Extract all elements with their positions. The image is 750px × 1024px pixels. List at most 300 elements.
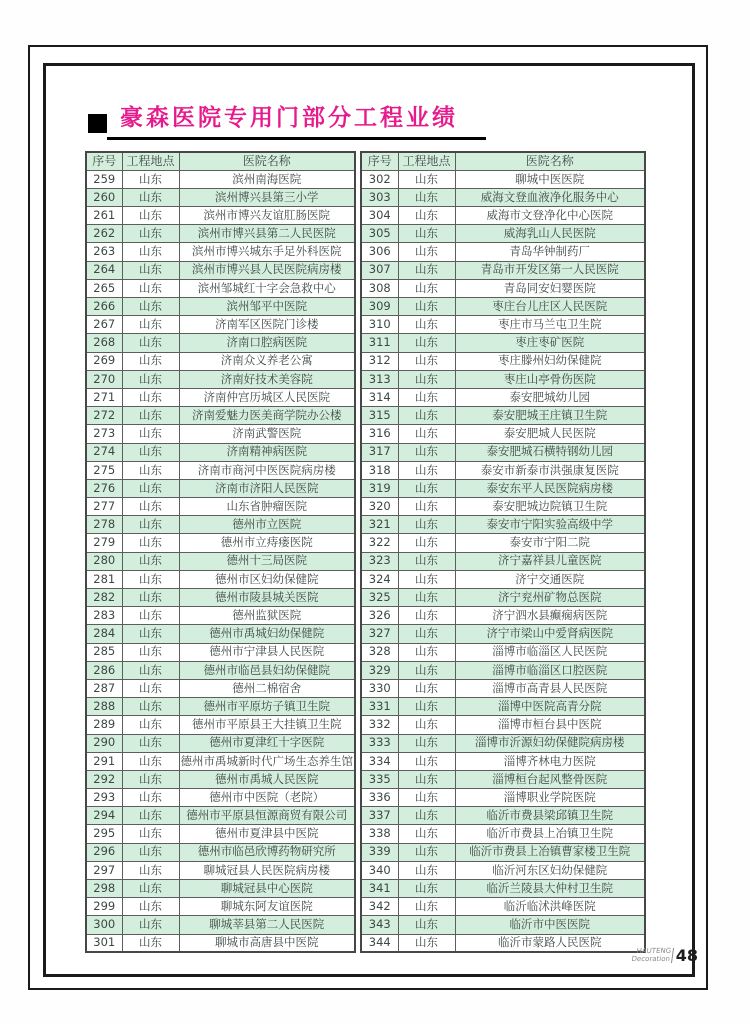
hospital-name-cell: 淄博桓台起风整骨医院: [455, 770, 645, 788]
location-cell: 山东: [398, 607, 455, 625]
serial-cell: 268: [86, 334, 122, 352]
location-cell: 山东: [122, 498, 179, 516]
location-cell: 山东: [398, 643, 455, 661]
hospital-name-cell: 济南仲宫历城区人民医院: [179, 388, 355, 406]
serial-cell: 264: [86, 261, 122, 279]
serial-cell: 302: [361, 170, 398, 188]
table-row: [361, 516, 645, 534]
location-cell: 山东: [122, 334, 179, 352]
serial-cell: 309: [361, 298, 398, 316]
location-cell: 山东: [398, 425, 455, 443]
location-cell: 山东: [398, 770, 455, 788]
hospital-name-cell: 临沂河东区妇幼保健院: [455, 861, 645, 879]
table-row: [361, 443, 645, 461]
location-cell: 山东: [398, 570, 455, 588]
column-header-no: 序号: [361, 152, 398, 170]
serial-cell: 330: [361, 679, 398, 697]
column-header-hospital: 医院名称: [455, 152, 645, 170]
hospital-name-cell: 德州市临邑县妇幼保健院: [179, 661, 355, 679]
location-cell: 山东: [122, 825, 179, 843]
table-row: [86, 352, 355, 370]
table-row: [86, 334, 355, 352]
column-header-no: 序号: [86, 152, 122, 170]
projects-table-left: [85, 151, 356, 953]
serial-cell: 288: [86, 698, 122, 716]
location-cell: 山东: [122, 861, 179, 879]
hospital-name-cell: 威海乳山人民医院: [455, 225, 645, 243]
location-cell: 山东: [122, 388, 179, 406]
location-cell: 山东: [122, 734, 179, 752]
table-row: [86, 207, 355, 225]
serial-cell: 263: [86, 243, 122, 261]
serial-cell: 314: [361, 388, 398, 406]
hospital-name-cell: 德州市立医院: [179, 516, 355, 534]
location-cell: 山东: [122, 425, 179, 443]
table-row: [361, 589, 645, 607]
serial-cell: 318: [361, 461, 398, 479]
serial-cell: 317: [361, 443, 398, 461]
brand-mark: [631, 948, 675, 963]
table-row: [361, 789, 645, 807]
table-row: [361, 607, 645, 625]
table-row: [361, 679, 645, 697]
hospital-name-cell: 淄博市高青县人民医院: [455, 679, 645, 697]
table-row: [86, 407, 355, 425]
location-cell: 山东: [398, 934, 455, 952]
hospital-name-cell: 德州市禹城妇幼保健院: [179, 625, 355, 643]
hospital-name-cell: 德州市平原县恒源商贸有限公司: [179, 807, 355, 825]
section-title-block: [88, 99, 486, 140]
brand-line2: Decoration: [631, 954, 671, 963]
serial-cell: 325: [361, 589, 398, 607]
table-row: [86, 261, 355, 279]
serial-cell: 265: [86, 279, 122, 297]
serial-cell: 293: [86, 789, 122, 807]
hospital-name-cell: 临沂市蒙路人民医院: [455, 934, 645, 952]
location-cell: 山东: [122, 407, 179, 425]
hospital-name-cell: 临沂市费县梁邱镇卫生院: [455, 807, 645, 825]
hospital-name-cell: 德州市临邑欣博药物研究所: [179, 843, 355, 861]
location-cell: 山东: [122, 443, 179, 461]
table-row: [86, 443, 355, 461]
serial-cell: 279: [86, 534, 122, 552]
serial-cell: 326: [361, 607, 398, 625]
location-cell: 山东: [398, 843, 455, 861]
hospital-name-cell: 滨州博兴县第三小学: [179, 188, 355, 206]
table-row: [86, 716, 355, 734]
location-cell: 山东: [122, 752, 179, 770]
table-row: [361, 225, 645, 243]
location-cell: 山东: [398, 261, 455, 279]
location-cell: 山东: [398, 661, 455, 679]
table-row: [86, 843, 355, 861]
location-cell: 山东: [398, 752, 455, 770]
serial-cell: 285: [86, 643, 122, 661]
location-cell: 山东: [122, 207, 179, 225]
serial-cell: 266: [86, 298, 122, 316]
hospital-name-cell: 滨州邹城红十字会急救中心: [179, 279, 355, 297]
table-row: [361, 934, 645, 952]
serial-cell: 305: [361, 225, 398, 243]
table-row: [361, 916, 645, 934]
hospital-name-cell: 德州市平原县王大挂镇卫生院: [179, 716, 355, 734]
table-row: [86, 498, 355, 516]
table-row: [361, 279, 645, 297]
table-row: [86, 570, 355, 588]
serial-cell: 336: [361, 789, 398, 807]
serial-cell: 259: [86, 170, 122, 188]
hospital-name-cell: 济宁嘉祥县儿童医院: [455, 552, 645, 570]
serial-cell: 324: [361, 570, 398, 588]
location-cell: 山东: [122, 898, 179, 916]
serial-cell: 300: [86, 916, 122, 934]
location-cell: 山东: [398, 188, 455, 206]
table-row: [361, 661, 645, 679]
table-row: [86, 479, 355, 497]
hospital-name-cell: 济南武警医院: [179, 425, 355, 443]
location-cell: 山东: [398, 916, 455, 934]
table-row: [361, 861, 645, 879]
serial-cell: 320: [361, 498, 398, 516]
hospital-name-cell: 泰安肥城边院镇卫生院: [455, 498, 645, 516]
location-cell: 山东: [398, 625, 455, 643]
serial-cell: 286: [86, 661, 122, 679]
table-row: [361, 534, 645, 552]
location-cell: 山东: [398, 789, 455, 807]
location-cell: 山东: [122, 552, 179, 570]
hospital-name-cell: 青岛华钟制药厂: [455, 243, 645, 261]
location-cell: 山东: [122, 316, 179, 334]
location-cell: 山东: [122, 916, 179, 934]
location-cell: 山东: [398, 479, 455, 497]
serial-cell: 291: [86, 752, 122, 770]
page-title: 豪森医院专用门部分工程业绩: [107, 99, 486, 140]
table-row: [361, 825, 645, 843]
serial-cell: 342: [361, 898, 398, 916]
location-cell: 山东: [398, 207, 455, 225]
serial-cell: 272: [86, 407, 122, 425]
location-cell: 山东: [398, 279, 455, 297]
serial-cell: 307: [361, 261, 398, 279]
location-cell: 山东: [122, 534, 179, 552]
hospital-name-cell: 德州市禹城人民医院: [179, 770, 355, 788]
location-cell: 山东: [122, 570, 179, 588]
table-row: [86, 789, 355, 807]
serial-cell: 321: [361, 516, 398, 534]
hospital-name-cell: 德州监狱医院: [179, 607, 355, 625]
hospital-name-cell: 泰安市宁阳二院: [455, 534, 645, 552]
serial-cell: 312: [361, 352, 398, 370]
table-row: [86, 807, 355, 825]
serial-cell: 295: [86, 825, 122, 843]
serial-cell: 319: [361, 479, 398, 497]
table-row: [86, 607, 355, 625]
page-footer: [631, 945, 698, 965]
table-row: [361, 370, 645, 388]
hospital-name-cell: 临沂市费县上冶镇曹家楼卫生院: [455, 843, 645, 861]
location-cell: 山东: [398, 861, 455, 879]
location-cell: 山东: [398, 334, 455, 352]
serial-cell: 322: [361, 534, 398, 552]
table-row: [86, 661, 355, 679]
location-cell: 山东: [122, 934, 179, 952]
serial-cell: 296: [86, 843, 122, 861]
location-cell: 山东: [398, 461, 455, 479]
hospital-name-cell: 滨州市博兴县第二人民医院: [179, 225, 355, 243]
serial-cell: 280: [86, 552, 122, 570]
location-cell: 山东: [398, 352, 455, 370]
projects-table-right: [360, 151, 646, 953]
location-cell: 山东: [398, 698, 455, 716]
table-row: [361, 698, 645, 716]
table-row: [361, 898, 645, 916]
hospital-name-cell: 济宁市梁山中爱肾病医院: [455, 625, 645, 643]
serial-cell: 303: [361, 188, 398, 206]
table-row: [86, 425, 355, 443]
table-row: [86, 643, 355, 661]
hospital-name-cell: 济南众义养老公寓: [179, 352, 355, 370]
location-cell: 山东: [398, 807, 455, 825]
table-row: [86, 243, 355, 261]
hospital-name-cell: 德州市陵县城关医院: [179, 589, 355, 607]
serial-cell: 329: [361, 661, 398, 679]
table-row: [86, 370, 355, 388]
serial-cell: 311: [361, 334, 398, 352]
table-row: [86, 898, 355, 916]
table-row: [86, 934, 355, 952]
location-cell: 山东: [398, 243, 455, 261]
table-row: [361, 425, 645, 443]
hospital-name-cell: 泰安肥城石横特钢幼儿园: [455, 443, 645, 461]
location-cell: 山东: [398, 388, 455, 406]
table-row: [361, 498, 645, 516]
projects-tables: [85, 151, 646, 953]
hospital-name-cell: 淄博职业学院医院: [455, 789, 645, 807]
location-cell: 山东: [122, 643, 179, 661]
hospital-name-cell: 淄博市临淄区人民医院: [455, 643, 645, 661]
table-row: [361, 625, 645, 643]
hospital-name-cell: 临沂市费县上冶镇卫生院: [455, 825, 645, 843]
serial-cell: 269: [86, 352, 122, 370]
location-cell: 山东: [398, 734, 455, 752]
serial-cell: 260: [86, 188, 122, 206]
table-row: [361, 316, 645, 334]
location-cell: 山东: [122, 516, 179, 534]
serial-cell: 292: [86, 770, 122, 788]
location-cell: 山东: [398, 552, 455, 570]
location-cell: 山东: [122, 698, 179, 716]
table-row: [86, 752, 355, 770]
hospital-name-cell: 淄博市沂源妇幼保健院病房楼: [455, 734, 645, 752]
hospital-name-cell: 枣庄山亭骨伤医院: [455, 370, 645, 388]
location-cell: 山东: [398, 443, 455, 461]
hospital-name-cell: 济南爱魅力医美商学院办公楼: [179, 407, 355, 425]
location-cell: 山东: [122, 370, 179, 388]
hospital-name-cell: 泰安肥城王庄镇卫生院: [455, 407, 645, 425]
serial-cell: 331: [361, 698, 398, 716]
serial-cell: 341: [361, 880, 398, 898]
serial-cell: 304: [361, 207, 398, 225]
table-row: [86, 825, 355, 843]
location-cell: 山东: [122, 589, 179, 607]
serial-cell: 333: [361, 734, 398, 752]
location-cell: 山东: [398, 316, 455, 334]
location-cell: 山东: [122, 298, 179, 316]
serial-cell: 267: [86, 316, 122, 334]
table-row: [86, 461, 355, 479]
serial-cell: 344: [361, 934, 398, 952]
hospital-name-cell: 滨州邹平中医院: [179, 298, 355, 316]
table-row: [86, 534, 355, 552]
table-row: [361, 752, 645, 770]
hospital-name-cell: 德州市中医院（老院）: [179, 789, 355, 807]
hospital-name-cell: 临沂临沭洪峰医院: [455, 898, 645, 916]
hospital-name-cell: 德州十三局医院: [179, 552, 355, 570]
table-row: [361, 261, 645, 279]
hospital-name-cell: 聊城中医医院: [455, 170, 645, 188]
serial-cell: 274: [86, 443, 122, 461]
table-row: [361, 207, 645, 225]
location-cell: 山东: [398, 825, 455, 843]
column-header-location: 工程地点: [122, 152, 179, 170]
serial-cell: 337: [361, 807, 398, 825]
brand-line1: HAUTENG: [636, 947, 672, 955]
serial-cell: 313: [361, 370, 398, 388]
location-cell: 山东: [122, 880, 179, 898]
serial-cell: 323: [361, 552, 398, 570]
location-cell: 山东: [398, 898, 455, 916]
serial-cell: 294: [86, 807, 122, 825]
location-cell: 山东: [398, 298, 455, 316]
page-number: 48: [675, 945, 698, 965]
hospital-name-cell: 滨州市博兴城东手足外科医院: [179, 243, 355, 261]
serial-cell: 281: [86, 570, 122, 588]
table-row: [86, 625, 355, 643]
hospital-name-cell: 泰安肥城幼儿园: [455, 388, 645, 406]
table-row: [86, 170, 355, 188]
hospital-name-cell: 济宁泗水县癫痫病医院: [455, 607, 645, 625]
serial-cell: 334: [361, 752, 398, 770]
hospital-name-cell: 山东省肿瘤医院: [179, 498, 355, 516]
location-cell: 山东: [122, 243, 179, 261]
hospital-name-cell: 聊城莘县第二人民医院: [179, 916, 355, 934]
location-cell: 山东: [398, 225, 455, 243]
serial-cell: 287: [86, 679, 122, 697]
location-cell: 山东: [122, 479, 179, 497]
serial-cell: 290: [86, 734, 122, 752]
location-cell: 山东: [122, 607, 179, 625]
serial-cell: 275: [86, 461, 122, 479]
hospital-name-cell: 德州市平原坊子镇卫生院: [179, 698, 355, 716]
serial-cell: 301: [86, 934, 122, 952]
table-row: [361, 388, 645, 406]
serial-cell: 332: [361, 716, 398, 734]
serial-cell: 327: [361, 625, 398, 643]
table-row: [361, 807, 645, 825]
hospital-name-cell: 泰安肥城人民医院: [455, 425, 645, 443]
hospital-name-cell: 德州市区妇幼保健院: [179, 570, 355, 588]
hospital-name-cell: 聊城冠县人民医院病房楼: [179, 861, 355, 879]
table-row: [361, 643, 645, 661]
hospital-name-cell: 济南好技术美容院: [179, 370, 355, 388]
serial-cell: 289: [86, 716, 122, 734]
serial-cell: 278: [86, 516, 122, 534]
hospital-name-cell: 枣庄市马兰屯卫生院: [455, 316, 645, 334]
serial-cell: 340: [361, 861, 398, 879]
location-cell: 山东: [398, 407, 455, 425]
table-row: [86, 552, 355, 570]
table-row: [86, 589, 355, 607]
serial-cell: 270: [86, 370, 122, 388]
hospital-name-cell: 济南精神病医院: [179, 443, 355, 461]
table-row: [361, 352, 645, 370]
serial-cell: 298: [86, 880, 122, 898]
hospital-name-cell: 威海市文登净化中心医院: [455, 207, 645, 225]
table-row: [361, 880, 645, 898]
table-row: [361, 298, 645, 316]
table-row: [86, 298, 355, 316]
hospital-name-cell: 枣庄台儿庄区人民医院: [455, 298, 645, 316]
location-cell: 山东: [122, 789, 179, 807]
table-row: [86, 698, 355, 716]
location-cell: 山东: [398, 516, 455, 534]
table-row: [86, 388, 355, 406]
table-row: [361, 243, 645, 261]
serial-cell: 335: [361, 770, 398, 788]
hospital-name-cell: 威海文登血液净化服务中心: [455, 188, 645, 206]
serial-cell: 306: [361, 243, 398, 261]
serial-cell: 308: [361, 279, 398, 297]
hospital-name-cell: 聊城市高唐县中医院: [179, 934, 355, 952]
table-row: [86, 279, 355, 297]
location-cell: 山东: [122, 716, 179, 734]
hospital-name-cell: 德州市立痔瘘医院: [179, 534, 355, 552]
table-row: [361, 716, 645, 734]
location-cell: 山东: [398, 679, 455, 697]
table-row: [361, 843, 645, 861]
table-row: [361, 770, 645, 788]
location-cell: 山东: [122, 625, 179, 643]
hospital-name-cell: 德州市夏津县中医院: [179, 825, 355, 843]
table-row: [361, 734, 645, 752]
square-bullet-icon: [88, 114, 107, 133]
serial-cell: 282: [86, 589, 122, 607]
table-row: [86, 770, 355, 788]
hospital-name-cell: 德州二棉宿舍: [179, 679, 355, 697]
column-header-location: 工程地点: [398, 152, 455, 170]
location-cell: 山东: [398, 716, 455, 734]
hospital-name-cell: 滨州南海医院: [179, 170, 355, 188]
hospital-name-cell: 滨州市博兴县人民医院病房楼: [179, 261, 355, 279]
hospital-name-cell: 青岛同安妇婴医院: [455, 279, 645, 297]
hospital-name-cell: 淄博齐林电力医院: [455, 752, 645, 770]
hospital-name-cell: 德州市禹城新时代广场生态养生馆: [179, 752, 355, 770]
hospital-name-cell: 枣庄枣矿医院: [455, 334, 645, 352]
location-cell: 山东: [398, 170, 455, 188]
serial-cell: 273: [86, 425, 122, 443]
hospital-name-cell: 济宁兖州矿物总医院: [455, 589, 645, 607]
location-cell: 山东: [122, 661, 179, 679]
serial-cell: 271: [86, 388, 122, 406]
location-cell: 山东: [122, 170, 179, 188]
serial-cell: 343: [361, 916, 398, 934]
serial-cell: 299: [86, 898, 122, 916]
location-cell: 山东: [122, 352, 179, 370]
location-cell: 山东: [398, 370, 455, 388]
table-row: [86, 916, 355, 934]
table-row: [361, 552, 645, 570]
serial-cell: 338: [361, 825, 398, 843]
